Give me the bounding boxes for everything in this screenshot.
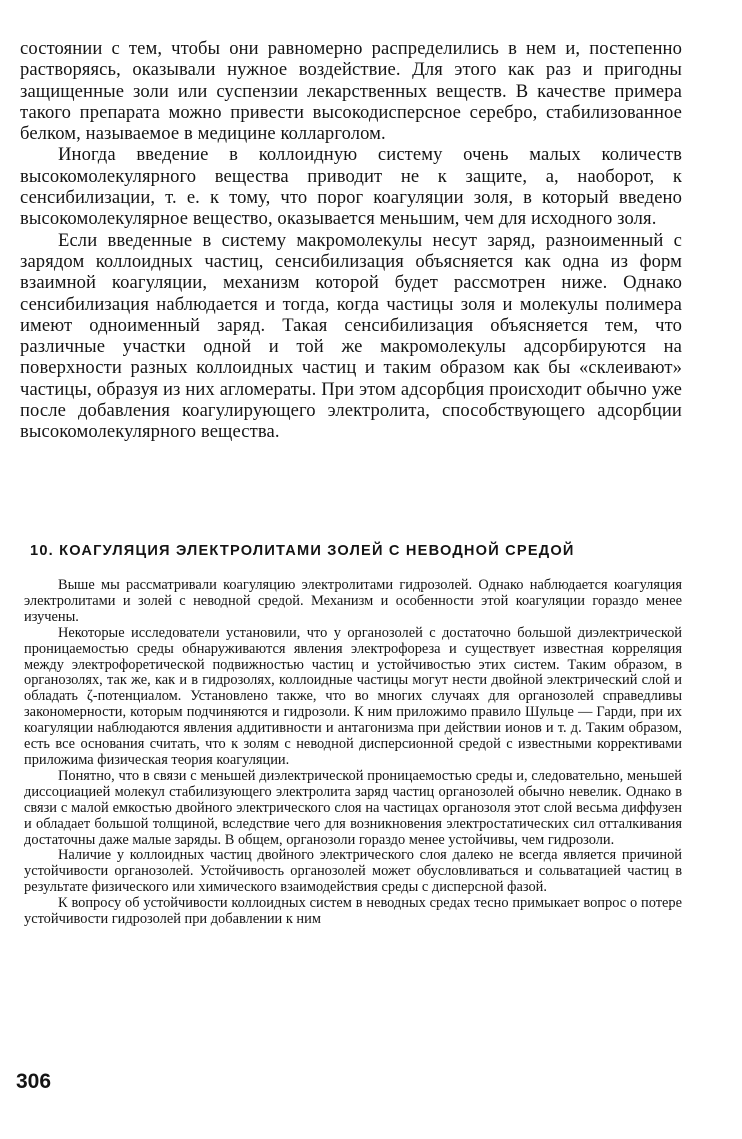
paragraph: К вопросу об устойчивости коллоидных систем в неводных средах тесно примыкает вопрос о потере устойчивости гидрозолей при добавлении к ним: [24, 895, 682, 928]
top-text-block: [20, 38, 682, 443]
paragraph: Наличие у коллоидных частиц двойного электрического слоя далеко не всегда является причиной устойчивости органозолей. Устойчивость органозолей может обусловливаться и сольватацией частиц в результате физического или химического взаимодействия среды с дисперсной фазой.: [24, 847, 682, 896]
paragraph: Иногда введение в коллоидную систему очень малых количеств высокомолекулярного вещества приводит не к защите, а, наоборот, к сенсибилизации, т. е. к тому, что порог коагуляции золя, в который введено высокомолекулярное вещество, оказывается меньшим, чем для исходного золя.: [20, 144, 682, 230]
paragraph: Если введенные в систему макромолекулы несут заряд, разноименный с зарядом коллоидных частиц, сенсибилизация объясняется как одна из форм взаимной коагуляции, механизм которой будет рассмотрен ниже. Однако сенсибилизация наблюдается и тогда, когда частицы золя и молекулы полимера имеют одноименный заряд. Такая сенсибилизация объясняется тем, что различные участки одной и той же макромолекулы адсорбируются на поверхности разных коллоидных частиц и таким образом как бы «склеивают» частицы, образуя из них агломераты. При этом адсорбция происходит обычно уже после добавления коагулирующего электролита, способствующего адсорбции высокомолекулярного вещества.: [20, 229, 682, 443]
paragraph: состоянии с тем, чтобы они равномерно распределились в нем и, постепенно растворяясь, оказывали нужное воздействие. Для этого как раз и пригодны защищенные золи или суспензии лекарственных веществ. В качестве примера такого препарата можно привести высокодисперсное серебро, стабилизованное белком, называемое в медицине колларголом.: [20, 38, 682, 145]
paragraph: Некоторые исследователи установили, что у органозолей с достаточно большой диэлектрической проницаемостью среды обнаруживаются явления электрофореза и существует известная корреляция между электрофоретической подвижностью частиц и устойчивостью этих систем. Таким образом, в органозолях, так же, как и в гидрозолях, коллоидные частицы могут нести двойной электрический слой и обладать ζ-потенциалом. Установлено также, что во многих случаях для органозолей справедливы закономерности, которым подчиняются и гидрозоли. К ним приложимо правило Шульце — Гарди, при их коагуляции наблюдаются явления аддитивности и антагонизма при действии ионов и т. д. Таким образом, есть все основания считать, что к золям с неводной дисперсионной средой с известными коррективами приложима физическая теория коагуляции.: [24, 624, 682, 768]
section-heading: 10. КОАГУЛЯЦИЯ ЭЛЕКТРОЛИТАМИ ЗОЛЕЙ С НЕВОДНОЙ СРЕДОЙ: [30, 543, 575, 559]
paragraph: Выше мы рассматривали коагуляцию электролитами гидрозолей. Однако наблюдается коагуляция электролитами и золей с неводной средой. Механизм и особенности этой коагуляции гораздо менее изучены.: [24, 577, 682, 625]
section-body: [24, 578, 682, 928]
page-number: 306: [16, 1070, 52, 1093]
paragraph: Понятно, что в связи с меньшей диэлектрической проницаемостью среды и, следовательно, меньшей диссоциацией молекул стабилизующего электролита заряд частиц органозолей обычно невелик. Однако в связи с малой емкостью двойного электрического слоя на частицах органозоля этот слой весьма диффузен и обладает большой толщиной, вследствие чего для возникновения электростатических сил отталкивания достаточны даже малые заряды. В общем, органозоли гораздо менее устойчивы, чем гидрозоли.: [24, 767, 682, 848]
